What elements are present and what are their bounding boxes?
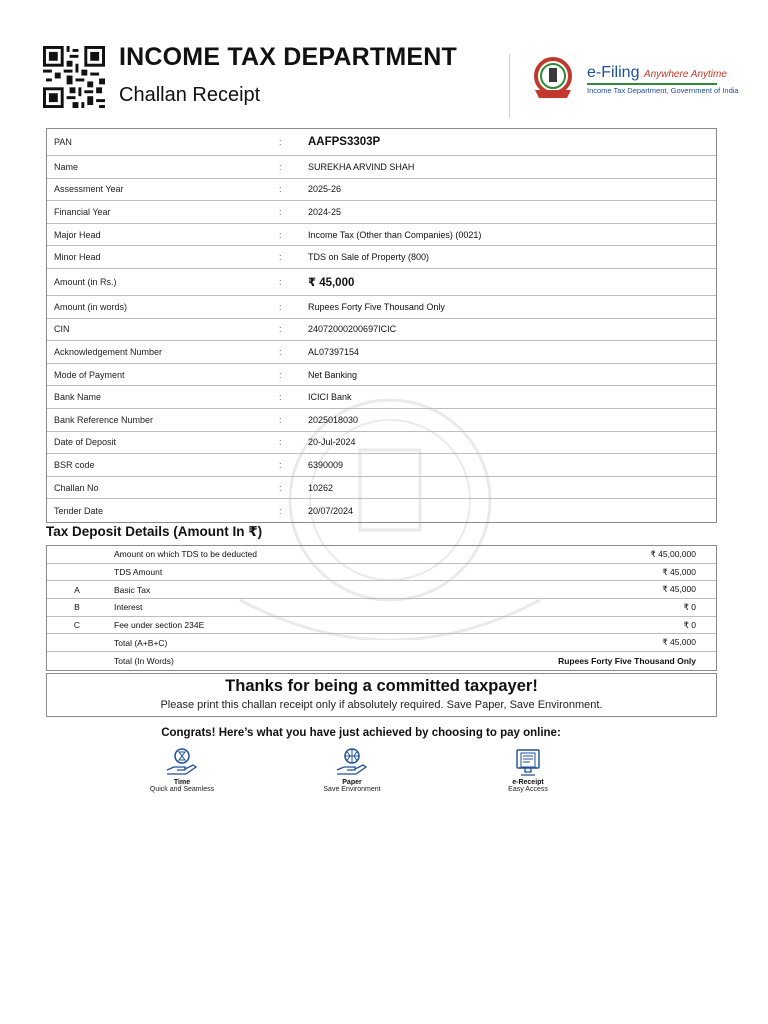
detail-separator: : (279, 206, 282, 217)
benefit-e-receipt: e-Receipt Easy Access (483, 748, 573, 793)
benefit-paper: Paper Save Environment (307, 748, 397, 793)
tax-row (47, 634, 716, 652)
tax-code: C (73, 620, 81, 631)
tax-row (47, 599, 716, 617)
detail-row (47, 432, 716, 455)
thanks-message: Please print this challan receipt only if absolutely required. Save Paper, Save Environment. (160, 699, 603, 711)
detail-label: Amount (in Rs.) (54, 276, 117, 287)
detail-row (47, 454, 716, 477)
detail-value: AAFPS3303P (308, 136, 381, 148)
detail-value: Rupees Forty Five Thousand Only (308, 301, 445, 312)
detail-separator: : (279, 184, 282, 195)
detail-separator: : (279, 252, 282, 263)
benefit-time: Time Quick and Seamless (137, 748, 227, 793)
detail-value: 24072000200697ICIC (308, 324, 397, 335)
tax-code: B (74, 602, 80, 613)
detail-label: Minor Head (54, 252, 101, 263)
detail-value: 2024-25 (308, 206, 342, 217)
detail-label: Financial Year (54, 206, 111, 217)
detail-row (47, 129, 716, 156)
detail-value: 2025018030 (308, 414, 359, 425)
efiling-logo-text: e-Filing Anywhere Anytime (587, 64, 727, 81)
detail-separator: : (279, 392, 282, 403)
detail-label: CIN (54, 324, 70, 335)
detail-value: TDS on Sale of Property (800) (308, 252, 430, 263)
tax-label: Interest (114, 602, 143, 613)
detail-label: Acknowledgement Number (54, 346, 163, 357)
tax-value: ₹ 0 (683, 619, 696, 630)
tax-code: A (74, 584, 80, 595)
qr-code-icon (42, 46, 106, 108)
tax-label: Basic Tax (114, 584, 151, 595)
tax-deposit-table (46, 545, 717, 671)
detail-value: Net Banking (308, 369, 358, 380)
challan-details-table (46, 128, 717, 523)
tax-label: Total (In Words) (114, 655, 174, 666)
detail-label: Major Head (54, 229, 101, 240)
detail-value: 20/07/2024 (308, 505, 354, 516)
detail-value: 10262 (308, 482, 334, 493)
detail-separator: : (279, 346, 282, 357)
detail-row (47, 269, 716, 296)
detail-row (47, 179, 716, 202)
page-subtitle: Challan Receipt (119, 84, 261, 106)
detail-separator: : (279, 505, 282, 516)
detail-separator: : (279, 459, 282, 470)
detail-label: Amount (in words) (54, 301, 128, 312)
detail-label: BSR code (54, 459, 95, 470)
detail-value: SUREKHA ARVIND SHAH (308, 161, 415, 172)
detail-row (47, 409, 716, 432)
detail-row (47, 246, 716, 269)
tax-value: ₹ 45,000 (662, 637, 696, 648)
detail-row (47, 224, 716, 247)
detail-value: Income Tax (Other than Companies) (0021) (308, 229, 482, 240)
detail-value: ICICI Bank (308, 392, 352, 403)
detail-value: 2025-26 (308, 184, 342, 195)
detail-value: AL07397154 (308, 346, 360, 357)
tax-value: Rupees Forty Five Thousand Only (558, 655, 696, 666)
detail-row (47, 477, 716, 500)
thanks-heading: Thanks for being a committed taxpayer! (225, 677, 538, 695)
detail-label: Assessment Year (54, 184, 124, 195)
tax-section-title: Tax Deposit Details (Amount In ₹) (46, 524, 263, 539)
tax-label: Amount on which TDS to be deducted (114, 549, 258, 560)
efiling-subtitle: Income Tax Department, Government of India (587, 86, 739, 95)
efiling-underline (587, 83, 717, 85)
detail-separator: : (279, 437, 282, 448)
detail-label: Bank Name (54, 392, 102, 403)
detail-row (47, 386, 716, 409)
tax-value: ₹ 45,000 (662, 566, 696, 577)
page-title: INCOME TAX DEPARTMENT (119, 43, 457, 71)
detail-row (47, 319, 716, 342)
detail-label: Name (54, 161, 79, 172)
tax-row (47, 652, 716, 670)
detail-separator: : (279, 229, 282, 240)
congrats-heading: Congrats! Here’s what you have just achieved by choosing to pay online: (161, 727, 561, 739)
detail-row (47, 499, 716, 522)
tax-value: ₹ 45,00,000 (650, 548, 696, 559)
detail-value: ₹ 45,000 (308, 276, 355, 289)
detail-label: PAN (54, 137, 72, 147)
detail-value: 6390009 (308, 459, 344, 470)
tax-value: ₹ 45,000 (662, 584, 696, 595)
detail-row (47, 156, 716, 179)
detail-row (47, 201, 716, 224)
detail-label: Bank Reference Number (54, 414, 154, 425)
thanks-box (46, 673, 717, 717)
tax-label: Total (A+B+C) (114, 637, 168, 648)
detail-label: Challan No (54, 482, 99, 493)
tax-label: TDS Amount (114, 567, 163, 578)
tax-row (47, 546, 716, 564)
e-receipt-icon (511, 748, 545, 778)
page-header (0, 0, 768, 124)
detail-separator: : (279, 301, 282, 312)
time-icon (165, 748, 199, 778)
detail-separator: : (279, 324, 282, 335)
detail-separator: : (279, 482, 282, 493)
detail-label: Date of Deposit (54, 437, 117, 448)
tax-label: Fee under section 234E (114, 620, 205, 631)
detail-row (47, 296, 716, 319)
detail-separator: : (279, 414, 282, 425)
detail-row (47, 364, 716, 387)
detail-label: Mode of Payment (54, 369, 125, 380)
tax-row (47, 564, 716, 582)
header-divider (509, 54, 510, 118)
detail-separator: : (279, 276, 282, 287)
detail-value: 20-Jul-2024 (308, 437, 356, 448)
detail-separator: : (279, 161, 282, 172)
detail-row (47, 341, 716, 364)
detail-label: Tender Date (54, 505, 104, 516)
paper-icon (335, 748, 369, 778)
tax-value: ₹ 0 (683, 601, 696, 612)
detail-separator: : (279, 369, 282, 380)
detail-separator: : (279, 137, 282, 147)
tax-row (47, 581, 716, 599)
tax-row (47, 617, 716, 635)
